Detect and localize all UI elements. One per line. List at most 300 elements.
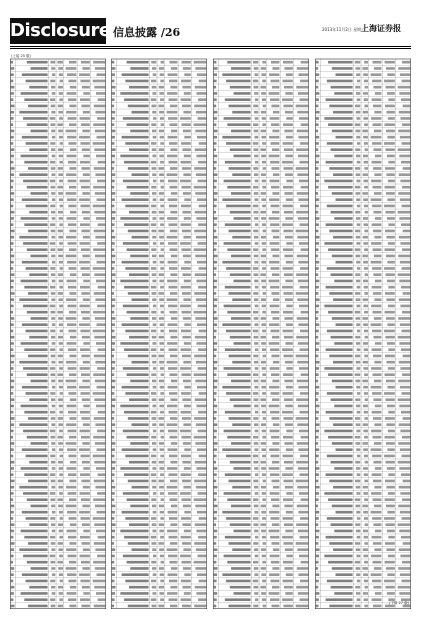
cell-text bbox=[11, 411, 14, 414]
cell-text bbox=[355, 248, 361, 251]
cell-text bbox=[229, 480, 251, 483]
cell-text bbox=[68, 473, 76, 476]
cell-text bbox=[363, 548, 368, 551]
cell-text bbox=[232, 236, 250, 239]
cell-text bbox=[356, 111, 361, 114]
cell-text bbox=[11, 86, 15, 89]
cell-text bbox=[400, 73, 410, 76]
cell-text bbox=[81, 105, 89, 108]
cell-text bbox=[298, 217, 308, 220]
cell-text bbox=[95, 298, 105, 301]
cell-text bbox=[253, 436, 258, 439]
cell-text bbox=[299, 367, 308, 370]
cell-text bbox=[260, 336, 266, 339]
cell-text bbox=[199, 455, 207, 458]
cell-text bbox=[127, 561, 149, 564]
cell-text bbox=[93, 123, 105, 126]
cell-text bbox=[355, 123, 361, 126]
cell-text bbox=[398, 398, 411, 401]
cell-text bbox=[298, 405, 308, 408]
cell-text bbox=[81, 248, 90, 251]
cell-text bbox=[22, 573, 48, 576]
cell-text bbox=[29, 586, 47, 589]
cell-text bbox=[283, 605, 292, 608]
cell-text bbox=[262, 392, 266, 395]
cell-text bbox=[214, 386, 217, 389]
cell-text bbox=[262, 517, 266, 520]
cell-text bbox=[159, 380, 164, 383]
cell-text bbox=[93, 311, 105, 314]
cell-text bbox=[59, 161, 63, 164]
cell-text bbox=[11, 186, 13, 189]
cell-text bbox=[297, 486, 308, 489]
cell-text bbox=[60, 205, 63, 208]
cell-text bbox=[82, 442, 89, 445]
cell-text bbox=[160, 117, 164, 120]
cell-text bbox=[67, 136, 76, 139]
cell-text bbox=[232, 173, 250, 176]
cell-text bbox=[159, 486, 164, 489]
cell-text bbox=[195, 523, 206, 526]
cell-text bbox=[298, 323, 308, 326]
cell-text bbox=[282, 598, 293, 601]
cell-text bbox=[95, 380, 105, 383]
cell-text bbox=[285, 486, 293, 489]
cell-text bbox=[399, 467, 410, 470]
cell-text bbox=[297, 298, 308, 301]
cell-text bbox=[50, 98, 55, 101]
cell-text bbox=[214, 305, 217, 308]
cell-text bbox=[11, 217, 14, 220]
cell-text bbox=[122, 136, 149, 139]
cell-text bbox=[195, 398, 206, 401]
cell-text bbox=[80, 223, 90, 226]
cell-text bbox=[123, 367, 149, 370]
cell-text bbox=[299, 180, 308, 183]
cell-text bbox=[170, 461, 177, 464]
cell-text bbox=[296, 105, 309, 108]
cell-text bbox=[168, 448, 178, 451]
cell-text bbox=[112, 292, 114, 295]
cell-text bbox=[327, 142, 353, 145]
cell-text bbox=[230, 273, 251, 276]
cell-text bbox=[214, 211, 216, 214]
cell-text bbox=[24, 223, 47, 226]
cell-text bbox=[152, 298, 156, 301]
cell-text bbox=[129, 86, 149, 89]
cell-text bbox=[11, 392, 13, 395]
cell-text bbox=[331, 148, 353, 151]
cell-text bbox=[261, 467, 266, 470]
cell-text bbox=[184, 261, 191, 264]
cell-text bbox=[171, 380, 178, 383]
cell-text bbox=[181, 580, 191, 583]
cell-text bbox=[253, 580, 259, 583]
cell-text bbox=[316, 417, 319, 420]
cell-text bbox=[234, 530, 251, 533]
cell-text bbox=[372, 392, 381, 395]
cell-text bbox=[50, 186, 55, 189]
cell-text bbox=[51, 505, 55, 508]
cell-text bbox=[125, 330, 148, 333]
cell-text bbox=[398, 211, 411, 214]
cell-text bbox=[385, 480, 395, 483]
cell-text bbox=[94, 461, 105, 464]
cell-text bbox=[184, 92, 191, 95]
cell-text bbox=[357, 330, 360, 333]
cell-text bbox=[122, 386, 149, 389]
cell-text bbox=[329, 355, 352, 358]
cell-text bbox=[331, 86, 353, 89]
cell-text bbox=[11, 317, 14, 320]
cell-text bbox=[384, 205, 395, 208]
cell-text bbox=[128, 167, 149, 170]
cell-text bbox=[328, 311, 353, 314]
cell-text bbox=[297, 505, 308, 508]
cell-text bbox=[364, 286, 368, 289]
cell-text bbox=[195, 211, 206, 214]
cell-text bbox=[82, 380, 89, 383]
cell-text bbox=[97, 367, 105, 370]
cell-text bbox=[170, 86, 177, 89]
cell-text bbox=[316, 336, 318, 339]
cell-text bbox=[214, 455, 217, 458]
cell-text bbox=[169, 561, 177, 564]
cell-text bbox=[50, 367, 56, 370]
cell-text bbox=[11, 305, 14, 308]
cell-text bbox=[253, 292, 258, 295]
cell-text bbox=[127, 498, 149, 501]
cell-text bbox=[112, 111, 115, 114]
cell-text bbox=[128, 292, 149, 295]
cell-text bbox=[197, 136, 206, 139]
cell-text bbox=[214, 92, 217, 95]
cell-text bbox=[316, 480, 319, 483]
cell-text bbox=[254, 342, 258, 345]
cell-text bbox=[11, 467, 14, 470]
cell-text bbox=[59, 467, 63, 470]
cell-text bbox=[273, 173, 280, 176]
cell-text bbox=[254, 155, 258, 158]
cell-text bbox=[332, 505, 353, 508]
cell-text bbox=[60, 580, 63, 583]
cell-text bbox=[170, 273, 177, 276]
cell-text bbox=[329, 292, 352, 295]
cell-text bbox=[316, 298, 320, 301]
cell-text bbox=[168, 555, 177, 558]
cell-text bbox=[97, 323, 106, 326]
cell-text bbox=[67, 73, 76, 76]
cell-text bbox=[182, 273, 190, 276]
cell-text bbox=[22, 73, 48, 76]
cell-text bbox=[66, 67, 77, 70]
cell-text bbox=[69, 105, 76, 108]
cell-text bbox=[316, 248, 319, 251]
cell-text bbox=[128, 605, 149, 608]
cell-text bbox=[160, 580, 164, 583]
cell-text bbox=[357, 267, 360, 270]
cell-text bbox=[387, 280, 395, 283]
cell-text bbox=[11, 442, 14, 445]
cell-text bbox=[11, 98, 14, 101]
cell-text bbox=[51, 211, 55, 214]
cell-text bbox=[11, 592, 14, 595]
cell-text bbox=[184, 217, 191, 220]
cell-text bbox=[168, 73, 178, 76]
cell-text bbox=[272, 273, 279, 276]
cell-text bbox=[196, 486, 206, 489]
cell-text bbox=[112, 523, 116, 526]
cell-text bbox=[183, 173, 190, 176]
cell-text bbox=[128, 230, 149, 233]
cell-text bbox=[356, 548, 361, 551]
cell-text bbox=[273, 361, 280, 364]
cell-text bbox=[214, 461, 216, 464]
cell-text bbox=[316, 436, 319, 439]
cell-text bbox=[52, 448, 55, 451]
cell-text bbox=[372, 348, 382, 351]
cell-text bbox=[384, 330, 395, 333]
cell-text bbox=[316, 498, 319, 501]
cell-text bbox=[357, 205, 360, 208]
cell-text bbox=[80, 492, 90, 495]
cell-text bbox=[387, 342, 395, 345]
cell-text bbox=[198, 286, 206, 289]
cell-text bbox=[263, 480, 266, 483]
cell-text bbox=[316, 548, 320, 551]
cell-text bbox=[214, 292, 216, 295]
cell-text bbox=[68, 598, 76, 601]
cell-text bbox=[373, 61, 382, 64]
cell-text bbox=[68, 555, 77, 558]
cell-text bbox=[385, 148, 394, 151]
cell-text bbox=[26, 267, 48, 270]
cell-text bbox=[132, 298, 149, 301]
cell-text bbox=[97, 180, 105, 183]
cell-text bbox=[336, 386, 353, 389]
cell-text bbox=[316, 455, 319, 458]
cell-text bbox=[401, 473, 410, 476]
cell-text bbox=[152, 192, 156, 195]
cell-text bbox=[365, 148, 368, 151]
cell-text bbox=[58, 148, 63, 151]
cell-text bbox=[299, 555, 308, 558]
cell-text bbox=[151, 392, 156, 395]
cell-text bbox=[357, 455, 360, 458]
cell-text bbox=[153, 198, 157, 201]
cell-text bbox=[365, 86, 368, 89]
cell-text bbox=[27, 373, 48, 376]
cell-text bbox=[298, 280, 308, 283]
cell-text bbox=[151, 498, 156, 501]
cell-text bbox=[66, 317, 77, 320]
cell-text bbox=[255, 223, 258, 226]
cell-text bbox=[112, 548, 115, 551]
cell-text bbox=[401, 286, 410, 289]
cell-text bbox=[31, 130, 48, 133]
cell-text bbox=[316, 161, 319, 164]
cell-text bbox=[298, 467, 308, 470]
cell-text bbox=[168, 492, 177, 495]
cell-text bbox=[364, 230, 368, 233]
cell-text bbox=[130, 442, 148, 445]
cell-text bbox=[355, 605, 360, 608]
cell-text bbox=[402, 498, 410, 501]
cell-text bbox=[399, 298, 410, 301]
cell-text bbox=[403, 292, 411, 295]
cell-text bbox=[214, 123, 217, 126]
cell-text bbox=[262, 330, 266, 333]
cell-text bbox=[316, 98, 319, 101]
cell-text bbox=[50, 517, 55, 520]
cell-text bbox=[272, 130, 279, 133]
cell-text bbox=[364, 480, 368, 483]
cell-text bbox=[198, 161, 206, 164]
cell-text bbox=[263, 355, 266, 358]
cell-text bbox=[262, 436, 266, 439]
cell-text bbox=[283, 105, 292, 108]
cell-text bbox=[226, 517, 251, 520]
cell-text bbox=[11, 555, 14, 558]
cell-text bbox=[159, 592, 164, 595]
cell-text bbox=[371, 448, 382, 451]
cell-text bbox=[214, 380, 218, 383]
cell-text bbox=[372, 267, 381, 270]
cell-text bbox=[83, 111, 90, 114]
cell-text bbox=[129, 586, 149, 589]
cell-text bbox=[70, 211, 77, 214]
cell-text bbox=[224, 242, 251, 245]
cell-text bbox=[254, 486, 258, 489]
cell-text bbox=[66, 567, 77, 570]
cell-text bbox=[356, 467, 360, 470]
cell-text bbox=[272, 461, 279, 464]
cell-text bbox=[68, 330, 76, 333]
cell-text bbox=[83, 530, 90, 533]
cell-text bbox=[333, 361, 353, 364]
cell-text bbox=[11, 286, 14, 289]
cell-text bbox=[372, 142, 381, 145]
cell-text bbox=[298, 136, 308, 139]
cell-text bbox=[365, 336, 368, 339]
cell-text bbox=[332, 130, 353, 133]
cell-text bbox=[401, 348, 410, 351]
cell-text bbox=[152, 592, 156, 595]
cell-text bbox=[11, 336, 15, 339]
cell-text bbox=[151, 311, 156, 314]
cell-text bbox=[152, 217, 156, 220]
cell-text bbox=[386, 67, 395, 70]
cell-text bbox=[68, 580, 76, 583]
cell-text bbox=[112, 205, 115, 208]
cell-text bbox=[11, 586, 15, 589]
cell-text bbox=[112, 567, 116, 570]
cell-text bbox=[159, 548, 164, 551]
cell-text bbox=[365, 211, 368, 214]
cell-text bbox=[388, 117, 395, 120]
cell-text bbox=[364, 311, 368, 314]
cell-text bbox=[402, 61, 410, 64]
cell-text bbox=[327, 455, 353, 458]
cell-text bbox=[224, 180, 251, 183]
cell-text bbox=[159, 148, 164, 151]
cell-text bbox=[385, 336, 394, 339]
cell-text bbox=[298, 573, 308, 576]
cell-text bbox=[297, 380, 308, 383]
cell-text bbox=[182, 398, 190, 401]
cell-text bbox=[234, 280, 251, 283]
cell-text bbox=[11, 67, 14, 70]
cell-text bbox=[262, 242, 266, 245]
cell-text bbox=[59, 305, 63, 308]
cell-text bbox=[326, 473, 353, 476]
cell-text bbox=[362, 567, 368, 570]
cell-text bbox=[195, 317, 206, 320]
cell-text bbox=[371, 367, 381, 370]
cell-text bbox=[263, 605, 266, 608]
cell-text bbox=[261, 130, 266, 133]
cell-text bbox=[261, 261, 266, 264]
cell-text bbox=[112, 92, 115, 95]
cell-text bbox=[324, 430, 352, 433]
cell-text bbox=[270, 348, 279, 351]
cell-text bbox=[296, 167, 309, 170]
cell-text bbox=[262, 267, 266, 270]
cell-text bbox=[316, 411, 319, 414]
cell-text bbox=[11, 542, 15, 545]
cell-text bbox=[112, 398, 116, 401]
cell-text bbox=[316, 355, 319, 358]
cell-text bbox=[296, 461, 308, 464]
cell-text bbox=[388, 492, 395, 495]
cell-text bbox=[401, 411, 410, 414]
cell-text bbox=[375, 92, 382, 95]
cell-text bbox=[402, 123, 410, 126]
cell-text bbox=[51, 105, 56, 108]
cell-text bbox=[388, 223, 395, 226]
cell-text bbox=[284, 523, 293, 526]
cell-text bbox=[214, 605, 216, 608]
cell-text bbox=[282, 223, 293, 226]
cell-text bbox=[373, 230, 381, 233]
cell-text bbox=[11, 605, 15, 608]
cell-text bbox=[159, 530, 164, 533]
cell-text bbox=[332, 442, 353, 445]
cell-text bbox=[214, 67, 218, 70]
cell-text bbox=[181, 411, 191, 414]
cell-text bbox=[402, 186, 410, 189]
cell-text bbox=[225, 161, 251, 164]
cell-text bbox=[363, 530, 368, 533]
cell-text bbox=[214, 436, 217, 439]
cell-text bbox=[227, 123, 250, 126]
cell-text bbox=[363, 217, 368, 220]
cell-text bbox=[182, 336, 190, 339]
cell-text bbox=[181, 561, 190, 564]
cell-text bbox=[124, 98, 149, 101]
cell-text bbox=[214, 173, 218, 176]
cell-text bbox=[270, 98, 279, 101]
cell-text bbox=[261, 423, 266, 426]
cell-text bbox=[269, 511, 279, 514]
cell-text bbox=[362, 192, 368, 195]
cell-text bbox=[194, 498, 207, 501]
cell-text bbox=[80, 367, 90, 370]
cell-text bbox=[59, 511, 63, 514]
cell-text bbox=[385, 398, 394, 401]
cell-text bbox=[195, 86, 206, 89]
cell-text bbox=[286, 492, 293, 495]
